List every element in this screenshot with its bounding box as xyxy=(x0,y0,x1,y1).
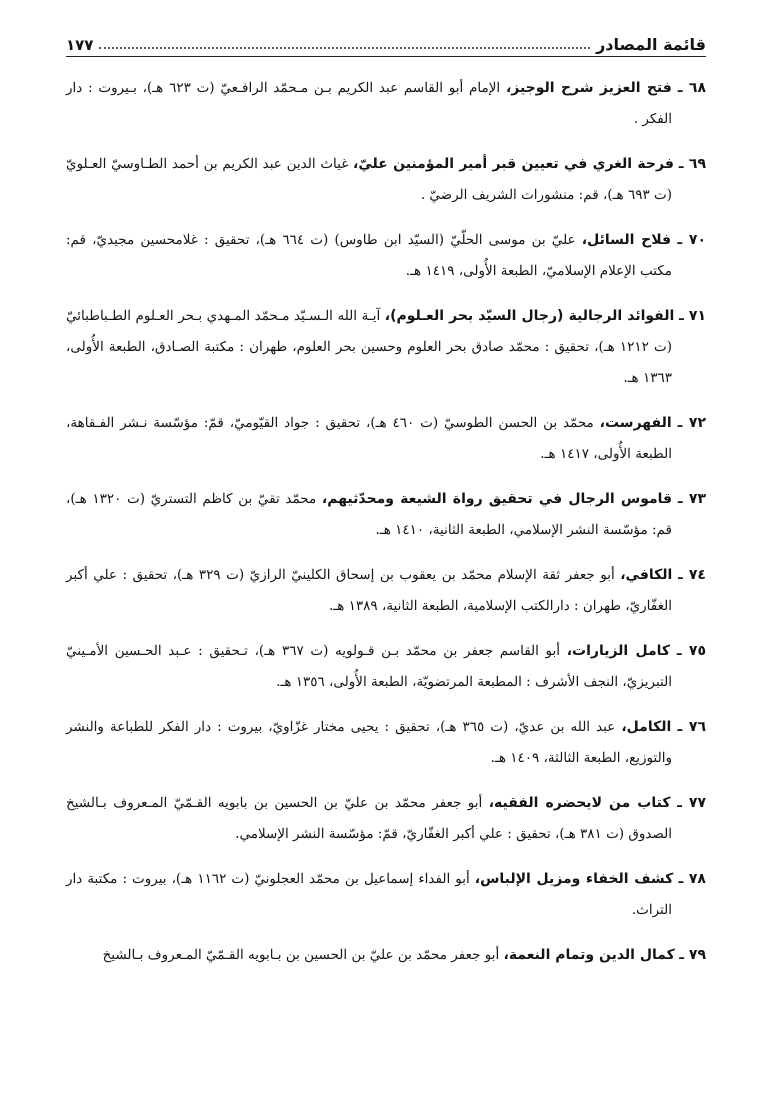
entry-number: ٧٧ ـ xyxy=(677,795,706,811)
header-dot-leader xyxy=(99,47,590,49)
entry-number: ٧٩ ـ xyxy=(679,947,706,963)
entry-title: فرحة الغري في تعيين قبر أمير المؤمنين عليّ، xyxy=(353,156,674,172)
bibliography-entry xyxy=(66,940,706,971)
bibliography-entry xyxy=(66,788,706,850)
entry-number: ٧٣ ـ xyxy=(677,491,706,507)
running-header xyxy=(66,24,706,57)
entry-number: ٧١ ـ xyxy=(679,308,706,324)
bibliography-entry xyxy=(66,484,706,546)
entry-title: كامل الزيارات، xyxy=(566,643,671,659)
bibliography-entry xyxy=(66,225,706,287)
entry-title: الفوائد الرجالية (رجال السيّد بحر العـلوم)، xyxy=(384,308,675,324)
entry-title: كتاب من لايحضره الفقيه، xyxy=(488,795,671,811)
entry-title: فلاح السائل، xyxy=(581,232,672,248)
entry-number: ٦٨ ـ xyxy=(677,80,706,96)
bibliography-entry xyxy=(66,73,706,135)
entry-details: أبو القاسم جعفر بن محمّد بـن قـولويه (ت ٣٦٧ هـ)، تـحقيق : عـبد الحـسين الأمـينيّ التبريزيّ، النجف الأشرف : المطبعة المرتضويّة، الطبعة الأُولى، ١٣٥٦ هـ. xyxy=(66,643,672,690)
entry-number: ٧٥ ـ xyxy=(676,643,706,659)
entry-number: ٧٢ ـ xyxy=(677,415,706,431)
entry-details: أبو جعفر محمّد بن عليّ بن الحسين بن بـابويه القـمّيّ المـعروف بـالشيخ xyxy=(102,947,504,963)
bibliography-entry xyxy=(66,149,706,211)
entry-number: ٧٤ ـ xyxy=(678,567,706,583)
entry-number: ٧٠ ـ xyxy=(677,232,707,248)
bibliography-list xyxy=(66,73,706,971)
entry-title: فتح العزيز شرح الوجيز، xyxy=(505,80,672,96)
bibliography-entry xyxy=(66,864,706,926)
bibliography-entry xyxy=(66,301,706,394)
entry-title: قاموس الرجال في تحقيق رواة الشيعة ومحدّثيهم، xyxy=(321,491,673,507)
entry-title: كمال الدين وتمام النعمة، xyxy=(503,947,675,963)
entry-details: عليّ بن موسى الحلّيّ (السيّد ابن طاوس) (ت ٦٦٤ هـ)، تحقيق : غلامحسين مجيديّ، قم: مكتب الإعلام الإسلاميّ، الطبعة الأُولى، ١٤١٩ هـ. xyxy=(66,232,672,279)
entry-details: أبو جعفر ثقة الإسلام محمّد بن يعقوب بن إسحاق الكلينيّ الرازيّ (ت ٣٢٩ هـ)، تحقيق : علي أكبر الغفّاريّ، طهران : دارالكتب الإسلامية، الطبعة الثانية، ١٣٨٩ هـ. xyxy=(66,567,672,614)
entry-title: الكافي، xyxy=(620,567,673,583)
entry-title: الكامل، xyxy=(621,719,672,735)
entry-details: عبد الله بن عديّ، (ت ٣٦٥ هـ)، تحقيق : يحيى مختار غزّاويّ، بيروت : دار الفكر للطباعة والنشر والتوزيع، الطبعة الثالثة، ١٤٠٩ هـ. xyxy=(66,719,672,766)
header-title: قائمة المصادر xyxy=(596,35,706,54)
entry-details: محمّد تقيّ بن كاظم التستريّ (ت ١٣٢٠ هـ)، قم: مؤسّسة النشر الإسلامي، الطبعة الثانية، ١٤١٠ هـ. xyxy=(66,491,672,538)
page-number: ١٧٧ xyxy=(66,36,94,54)
entry-details: الإمام أبو القاسم عبد الكريم بـن مـحمّد الرافـعيّ (ت ٦٢٣ هـ)، بـيروت : دار الفكر . xyxy=(66,80,672,127)
entry-number: ٧٦ ـ xyxy=(677,719,706,735)
bibliography-entry xyxy=(66,636,706,698)
bibliography-entry xyxy=(66,560,706,622)
entry-details: آيـة الله الـسـيّد مـحمّد المـهدي بـحر العـلوم الطـباطبائيّ (ت ١٢١٢ هـ)، تحقيق : محمّد صادق بحر العلوم وحسين بحر العلوم، طهران : مكتبة الصـادق، الطبعة الأُولى، ١٣٦٣ هـ. xyxy=(66,308,672,386)
entry-title: كشف الخفاء ومزيل الإلباس، xyxy=(474,871,674,887)
entry-number: ٧٨ ـ xyxy=(678,871,706,887)
entry-details: أبو الفداء إسماعيل بن محمّد العجلونيّ (ت ١١٦٢ هـ)، بيروت : مكتبة دار التراث. xyxy=(66,871,672,918)
entry-number: ٦٩ ـ xyxy=(678,156,706,172)
bibliography-entry xyxy=(66,408,706,470)
entry-details: غياث الدين عبد الكريم بن أحمد الطـاوسيّ العـلويّ (ت ٦٩٣ هـ)، قم: منشورات الشريف الرضيّ . xyxy=(66,156,672,203)
entry-details: أبو جعفر محمّد بن عليّ بن الحسين بن بابويه القـمّيّ المـعروف بـالشيخ الصدوق (ت ٣٨١ هـ)، تحقيق : علي أكبر الغفّاريّ، قمّ: مؤسّسة النشر الإسلامي. xyxy=(66,795,672,842)
bibliography-entry xyxy=(66,712,706,774)
entry-title: الفهرست، xyxy=(599,415,672,431)
document-page xyxy=(66,24,706,985)
entry-details: محمّد بن الحسن الطوسيّ (ت ٤٦٠ هـ)، تحقيق : جواد القيّوميّ، قمّ: مؤسّسة نـشر الفـقاهة، الطبعة الأُولى، ١٤١٧ هـ. xyxy=(66,415,672,462)
